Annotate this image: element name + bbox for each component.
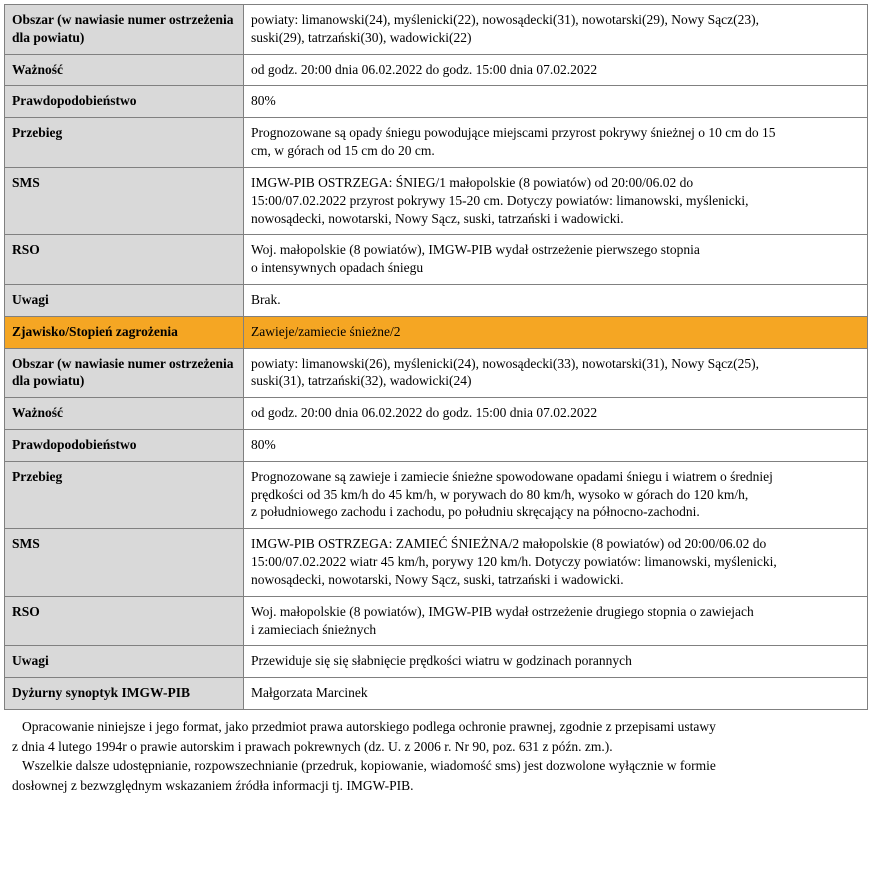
table-row bbox=[5, 54, 868, 86]
row-label: Ważność bbox=[5, 54, 244, 86]
row-value-line: suski(29), tatrzański(30), wadowicki(22) bbox=[251, 29, 472, 45]
row-value bbox=[244, 5, 868, 55]
row-value-line: IMGW-PIB OSTRZEGA: ŚNIEG/1 małopolskie (8 powiatów) od 20:00/06.02 do bbox=[251, 174, 694, 190]
copyright-footer bbox=[4, 710, 868, 803]
table-row bbox=[5, 167, 868, 234]
row-label: RSO bbox=[5, 235, 244, 285]
row-value-line: z południowego zachodu i zachodu, po południu skręcający na północno-zachodni. bbox=[251, 504, 700, 520]
row-value bbox=[244, 398, 868, 430]
row-value bbox=[244, 678, 868, 710]
row-value-line: 15:00/07.02.2022 wiatr 45 km/h, porywy 120 km/h. Dotyczy powiatów: limanowski, myślenicki, bbox=[251, 554, 777, 570]
table-row bbox=[5, 430, 868, 462]
row-value-line: nowosądecki, nowotarski, Nowy Sącz, suski, tatrzański i wadowicki. bbox=[251, 571, 624, 587]
warning-table bbox=[4, 4, 868, 710]
row-value-line: suski(31), tatrzański(32), wadowicki(24) bbox=[251, 373, 472, 389]
row-value-line: 80% bbox=[251, 93, 276, 109]
footer-line: z dnia 4 lutego 1994r o prawie autorskim i prawach pokrewnych (dz. U. z 2006 r. Nr 90, poz. 631 z późn. zm.). bbox=[12, 738, 613, 754]
table-row bbox=[5, 596, 868, 646]
table-row bbox=[5, 398, 868, 430]
row-value-line: IMGW-PIB OSTRZEGA: ZAMIEĆ ŚNIEŻNA/2 małopolskie (8 powiatów) od 20:00/06.02 do bbox=[251, 536, 767, 552]
row-label: Obszar (w nawiasie numer ostrzeżenia dla powiatu) bbox=[5, 348, 244, 398]
row-value-line: cm, w górach od 15 cm do 20 cm. bbox=[251, 143, 435, 159]
row-label: Obszar (w nawiasie numer ostrzeżenia dla powiatu) bbox=[5, 5, 244, 55]
table-row bbox=[5, 118, 868, 168]
row-value-line: Przewiduje się się słabnięcie prędkości wiatru w godzinach porannych bbox=[251, 653, 632, 669]
row-value-line: powiaty: limanowski(24), myślenicki(22), nowosądecki(31), nowotarski(29), Nowy Sącz(23), bbox=[251, 12, 760, 27]
row-label: Uwagi bbox=[5, 646, 244, 678]
row-value bbox=[244, 596, 868, 646]
row-label: Dyżurny synoptyk IMGW-PIB bbox=[5, 678, 244, 710]
footer-line: Wszelkie dalsze udostępnianie, rozpowszechnianie (przedruk, kopiowanie, wiadomość sms) jest dozwolone wyłącznie w formie bbox=[22, 758, 716, 774]
row-value-line: Woj. małopolskie (8 powiatów), IMGW-PIB wydał ostrzeżenie drugiego stopnia o zawiejach bbox=[251, 603, 754, 619]
table-row bbox=[5, 5, 868, 55]
row-label: Przebieg bbox=[5, 118, 244, 168]
row-label: Uwagi bbox=[5, 284, 244, 316]
row-value-line: 80% bbox=[251, 437, 276, 452]
row-value-line: Prognozowane są opady śniegu powodujące miejscami przyrost pokrywy śnieżnej o 10 cm do 15 bbox=[251, 125, 776, 141]
row-value-line: od godz. 20:00 dnia 06.02.2022 do godz. 15:00 dnia 07.02.2022 bbox=[251, 61, 598, 77]
row-value bbox=[244, 86, 868, 118]
footer-line: Opracowanie niniejsze i jego format, jako przedmiot prawa autorskiego podlega ochronie prawnej, zgodnie z przepisami ustawy bbox=[22, 718, 716, 734]
row-label: SMS bbox=[5, 167, 244, 234]
table-row bbox=[5, 461, 868, 528]
warning-table-body bbox=[5, 5, 868, 710]
table-row bbox=[5, 235, 868, 285]
table-row bbox=[5, 86, 868, 118]
row-value-line: Zawieje/zamiecie śnieżne/2 bbox=[251, 323, 401, 339]
row-value bbox=[244, 646, 868, 678]
row-value bbox=[244, 284, 868, 316]
row-value bbox=[244, 348, 868, 398]
table-row bbox=[5, 529, 868, 596]
row-label: Przebieg bbox=[5, 461, 244, 528]
row-value bbox=[244, 316, 868, 348]
row-value-line: 15:00/07.02.2022 przyrost pokrywy 15-20 cm. Dotyczy powiatów: limanowski, myślenicki, bbox=[251, 192, 749, 208]
row-value-line: od godz. 20:00 dnia 06.02.2022 do godz. 15:00 dnia 07.02.2022 bbox=[251, 405, 598, 421]
row-label: SMS bbox=[5, 529, 244, 596]
row-value bbox=[244, 167, 868, 234]
row-label: Prawdopodobieństwo bbox=[5, 430, 244, 462]
row-value bbox=[244, 529, 868, 596]
row-value bbox=[244, 54, 868, 86]
row-value bbox=[244, 118, 868, 168]
row-value-line: Małgorzata Marcinek bbox=[251, 685, 368, 701]
table-row bbox=[5, 348, 868, 398]
table-row bbox=[5, 646, 868, 678]
row-value-line: nowosądecki, nowotarski, Nowy Sącz, suski, tatrzański i wadowicki. bbox=[251, 210, 624, 226]
row-value bbox=[244, 235, 868, 285]
table-row bbox=[5, 678, 868, 710]
row-value-line: i zamieciach śnieżnych bbox=[251, 621, 377, 637]
row-label: Ważność bbox=[5, 398, 244, 430]
row-value-line: o intensywnych opadach śniegu bbox=[251, 260, 424, 276]
row-value-line: prędkości od 35 km/h do 45 km/h, w porywach do 80 km/h, wysoko w górach do 120 km/h, bbox=[251, 486, 749, 502]
footer-line: dosłownej z bezwzględnym wskazaniem źródła informacji tj. IMGW-PIB. bbox=[12, 777, 414, 793]
row-label: Prawdopodobieństwo bbox=[5, 86, 244, 118]
row-value bbox=[244, 430, 868, 462]
table-row bbox=[5, 284, 868, 316]
row-label: Zjawisko/Stopień zagrożenia bbox=[5, 316, 244, 348]
row-value-line: Woj. małopolskie (8 powiatów), IMGW-PIB wydał ostrzeżenie pierwszego stopnia bbox=[251, 242, 700, 258]
row-value-line: Prognozowane są zawieje i zamiecie śnieżne spowodowane opadami śniegu i wiatrem o średniej bbox=[251, 468, 773, 484]
row-value-line: Brak. bbox=[251, 291, 281, 307]
row-label: RSO bbox=[5, 596, 244, 646]
table-row bbox=[5, 316, 868, 348]
row-value-line: powiaty: limanowski(26), myślenicki(24), nowosądecki(33), nowotarski(31), Nowy Sącz(25), bbox=[251, 355, 760, 371]
row-value bbox=[244, 461, 868, 528]
